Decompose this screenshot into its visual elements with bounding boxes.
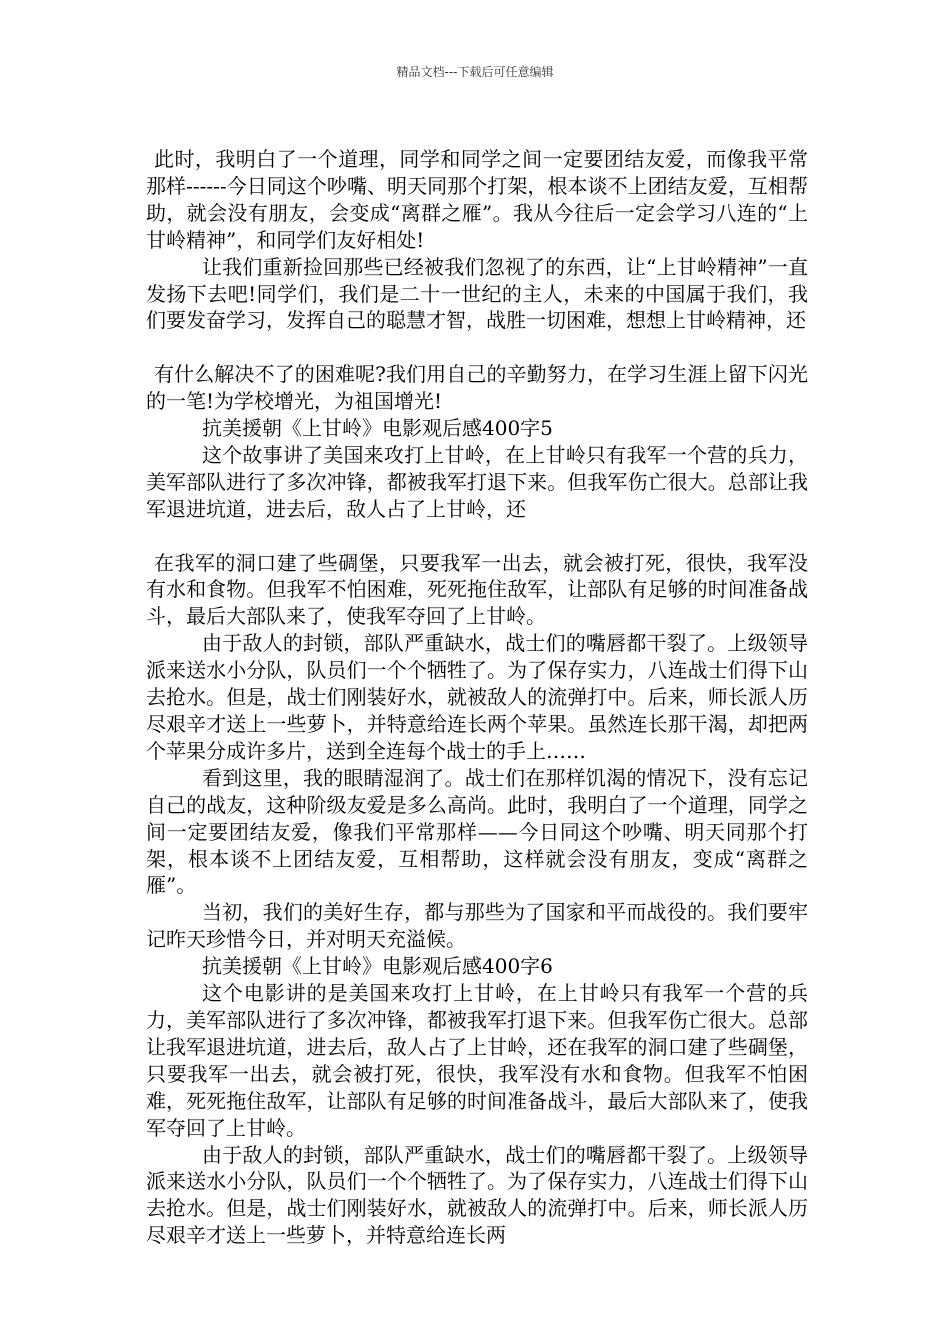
page-header: 精品文档---下载后可任意编辑 <box>396 65 554 79</box>
paragraph: 在我军的洞口建了些碉堡，只要我军一出去，就会被打死，很快，我军没有水和食物。但我军不怕困难，死死拖住敌军，让部队有足够的时间准备战斗，最后大部队来了，使我军夺回了上甘岭。 <box>146 550 808 629</box>
section-heading: 抗美援朝《上甘岭》电影观后感400字5 <box>202 416 553 441</box>
page-break-gap <box>146 523 808 550</box>
page-break-gap <box>146 334 808 361</box>
paragraph: 让我们重新捡回那些已经被我们忽视了的东西，让“上甘岭精神”一直发扬下去吧!同学们，我们是二十一世纪的主人，未来的中国属于我们，我们要发奋学习，发挥自己的聪慧才智，战胜一切困难，想想上甘岭精神，还 <box>146 254 808 333</box>
paragraph: 这个故事讲了美国来攻打上甘岭，在上甘岭只有我军一个营的兵力，美军部队进行了多次冲锋，都被我军打退下来。但我军伤亡很大。总部让我军退进坑道，进去后，敌人占了上甘岭，还 <box>146 442 808 521</box>
section-heading: 抗美援朝《上甘岭》电影观后感400字6 <box>202 954 553 979</box>
paragraph: 当初，我们的美好生存，都与那些为了国家和平而战役的。我们要牢记昨天珍惜今日，并对明天充溢候。 <box>146 900 808 952</box>
paragraph: 这个电影讲的是美国来攻打上甘岭，在上甘岭只有我军一个营的兵力，美军部队进行了多次冲锋，都被我军打退下来。但我军伤亡很大。总部让我军退进坑道，进去后，敌人占了上甘岭，还在我军的洞口建了些碉堡，只要我军一出去，就会被打死，很快，我军没有水和食物。但我军不怕困难，死死拖住敌军，让部队有足够的时间准备战斗，最后大部队来了，使我军夺回了上甘岭。 <box>146 981 808 1140</box>
paragraph: 由于敌人的封锁，部队严重缺水，战士们的嘴唇都干裂了。上级领导派来送水小分队，队员们一个个牺牲了。为了保存实力，八连战士们得下山去抢水。但是，战士们刚装好水，就被敌人的流弹打中。后来，师长派人历尽艰辛才送上一些萝卜，并特意给连长两个苹果。虽然连长那干渴，却把两个苹果分成许多片，送到全连每个战士的手上…… <box>146 631 808 763</box>
paragraph: 此时，我明白了一个道理，同学和同学之间一定要团结友爱，而像我平常那样------今日同这个吵嘴、明天同那个打架，根本谈不上团结友爱，互相帮助，就会没有朋友，会变成“离群之雁”。我从今往后一定会学习八连的“上甘岭精神”，和同学们友好相处! <box>146 147 808 252</box>
document-body <box>146 146 808 1249</box>
paragraph: 由于敌人的封锁，部队严重缺水，战士们的嘴唇都干裂了。上级领导派来送水小分队，队员们一个个牺牲了。为了保存实力，八连战士们得下山去抢水。但是，战士们刚装好水，就被敌人的流弹打中。后来，师长派人历尽艰辛才送上一些萝卜，并特意给连长两 <box>146 1142 808 1248</box>
paragraph: 有什么解决不了的困难呢?我们用自己的辛勤努力，在学习生涯上留下闪光的一笔!为学校增光，为祖国增光! <box>146 362 808 414</box>
paragraph: 看到这里，我的眼睛湿润了。战士们在那样饥渴的情况下，没有忘记自己的战友，这种阶级友爱是多么高尚。此时，我明白了一个道理，同学之间一定要团结友爱，像我们平常那样——今日同这个吵嘴、明天同那个打架，根本谈不上团结友爱，互相帮助，这样就会没有朋友，变成“离群之雁”。 <box>146 765 808 898</box>
